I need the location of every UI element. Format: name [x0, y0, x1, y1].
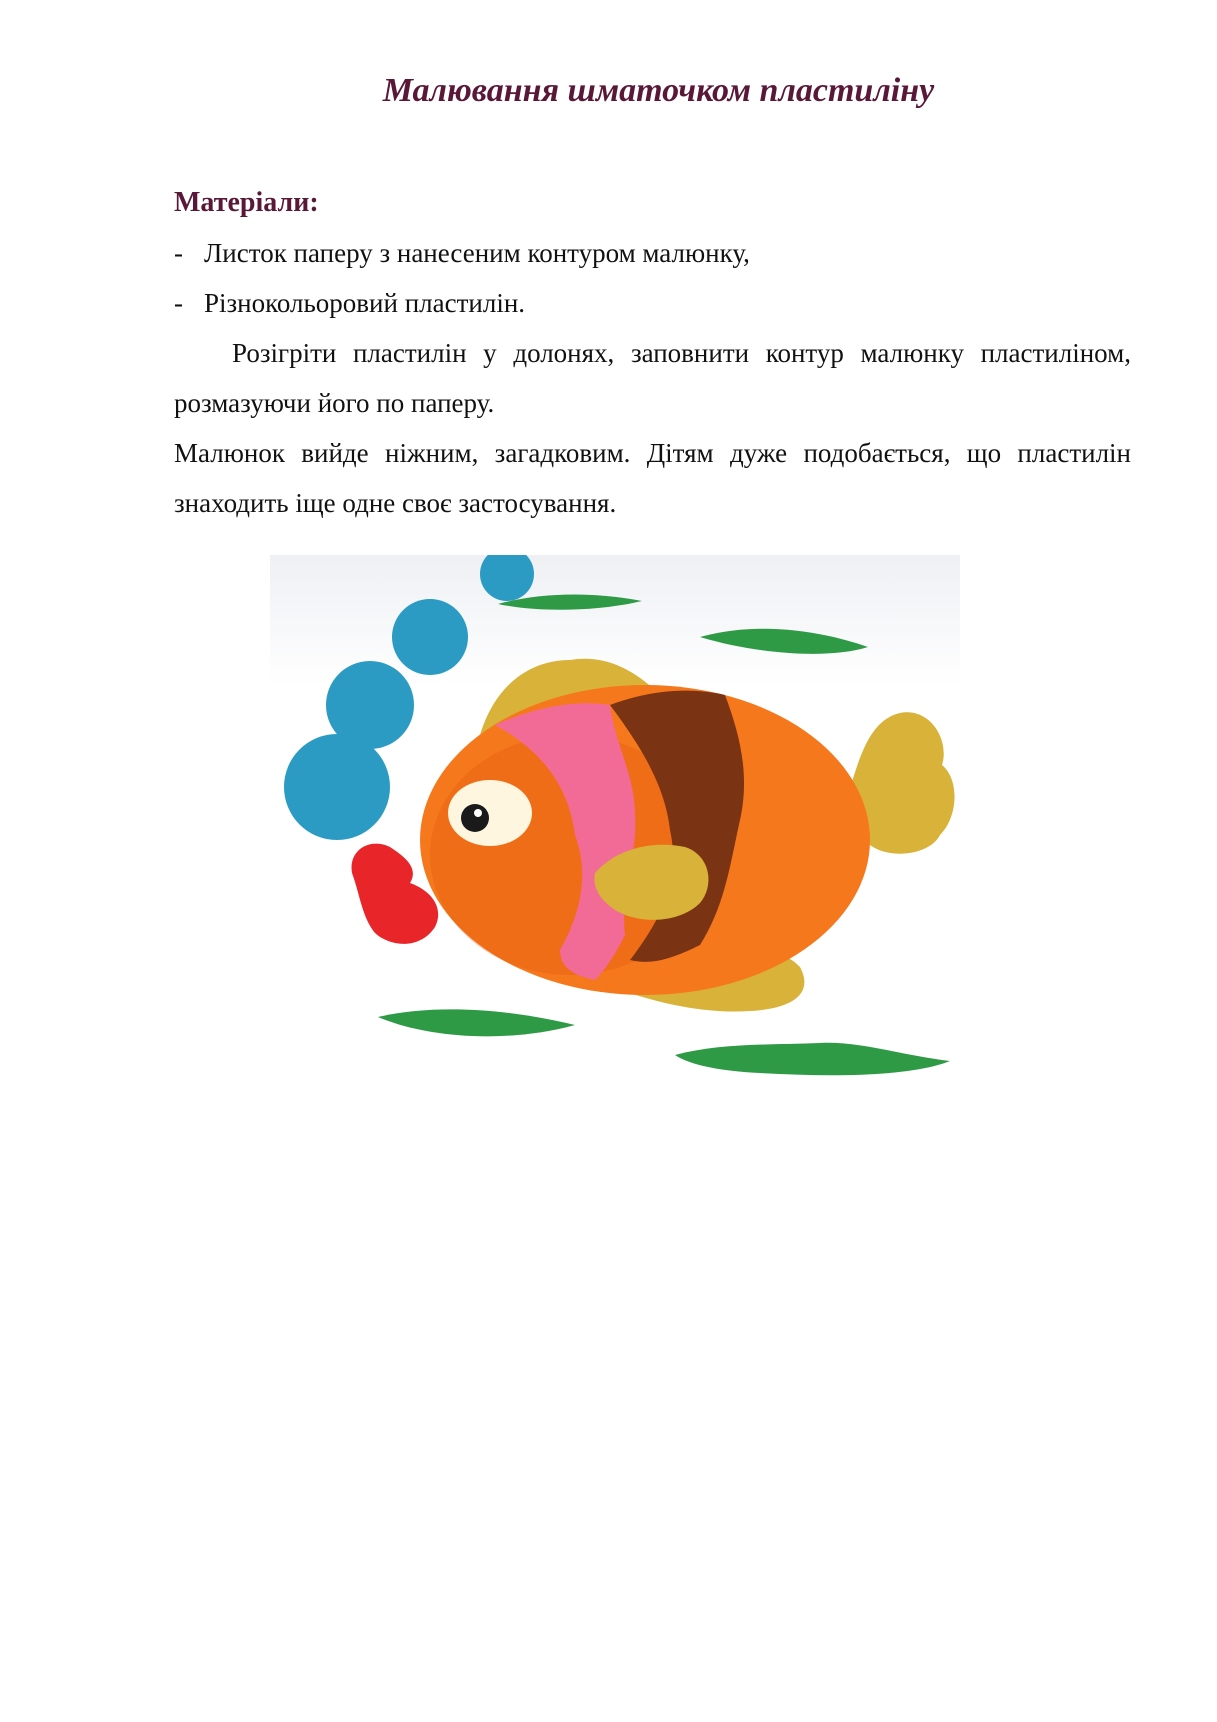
list-dash: -	[174, 238, 183, 268]
list-dash: -	[174, 288, 183, 318]
materials-list-item	[174, 228, 1131, 278]
seaweed	[700, 629, 868, 654]
result-paragraph: Малюнок вийде ніжним, загадковим. Дітям дуже подобається, що пластилін знаходить іще одне своє застосування.	[174, 438, 1131, 518]
bubble	[284, 734, 390, 840]
fish-drawing-svg	[270, 555, 960, 1080]
list-item-text: Різнокольоровий пластилін.	[204, 288, 526, 318]
document-body	[174, 178, 1131, 528]
page-title: Малювання шматочком пластиліну	[382, 72, 935, 109]
seaweed	[675, 1043, 950, 1075]
fish-illustration	[270, 555, 960, 1080]
eye-white	[448, 780, 532, 846]
list-item-text: Листок паперу з нанесеним контуром малюнку,	[204, 238, 750, 268]
instructions-paragraph: Розігріти пластилін у долонях, заповнити контур малюнку пластиліном, розмазуючи його по паперу.	[174, 338, 1131, 418]
materials-heading: Матеріали:	[174, 187, 319, 218]
eye-pupil	[461, 804, 489, 832]
bubble	[392, 599, 468, 675]
eye-highlight	[474, 809, 482, 817]
bubble	[480, 555, 534, 601]
seaweed	[378, 1009, 575, 1036]
materials-list-item	[174, 278, 1131, 328]
